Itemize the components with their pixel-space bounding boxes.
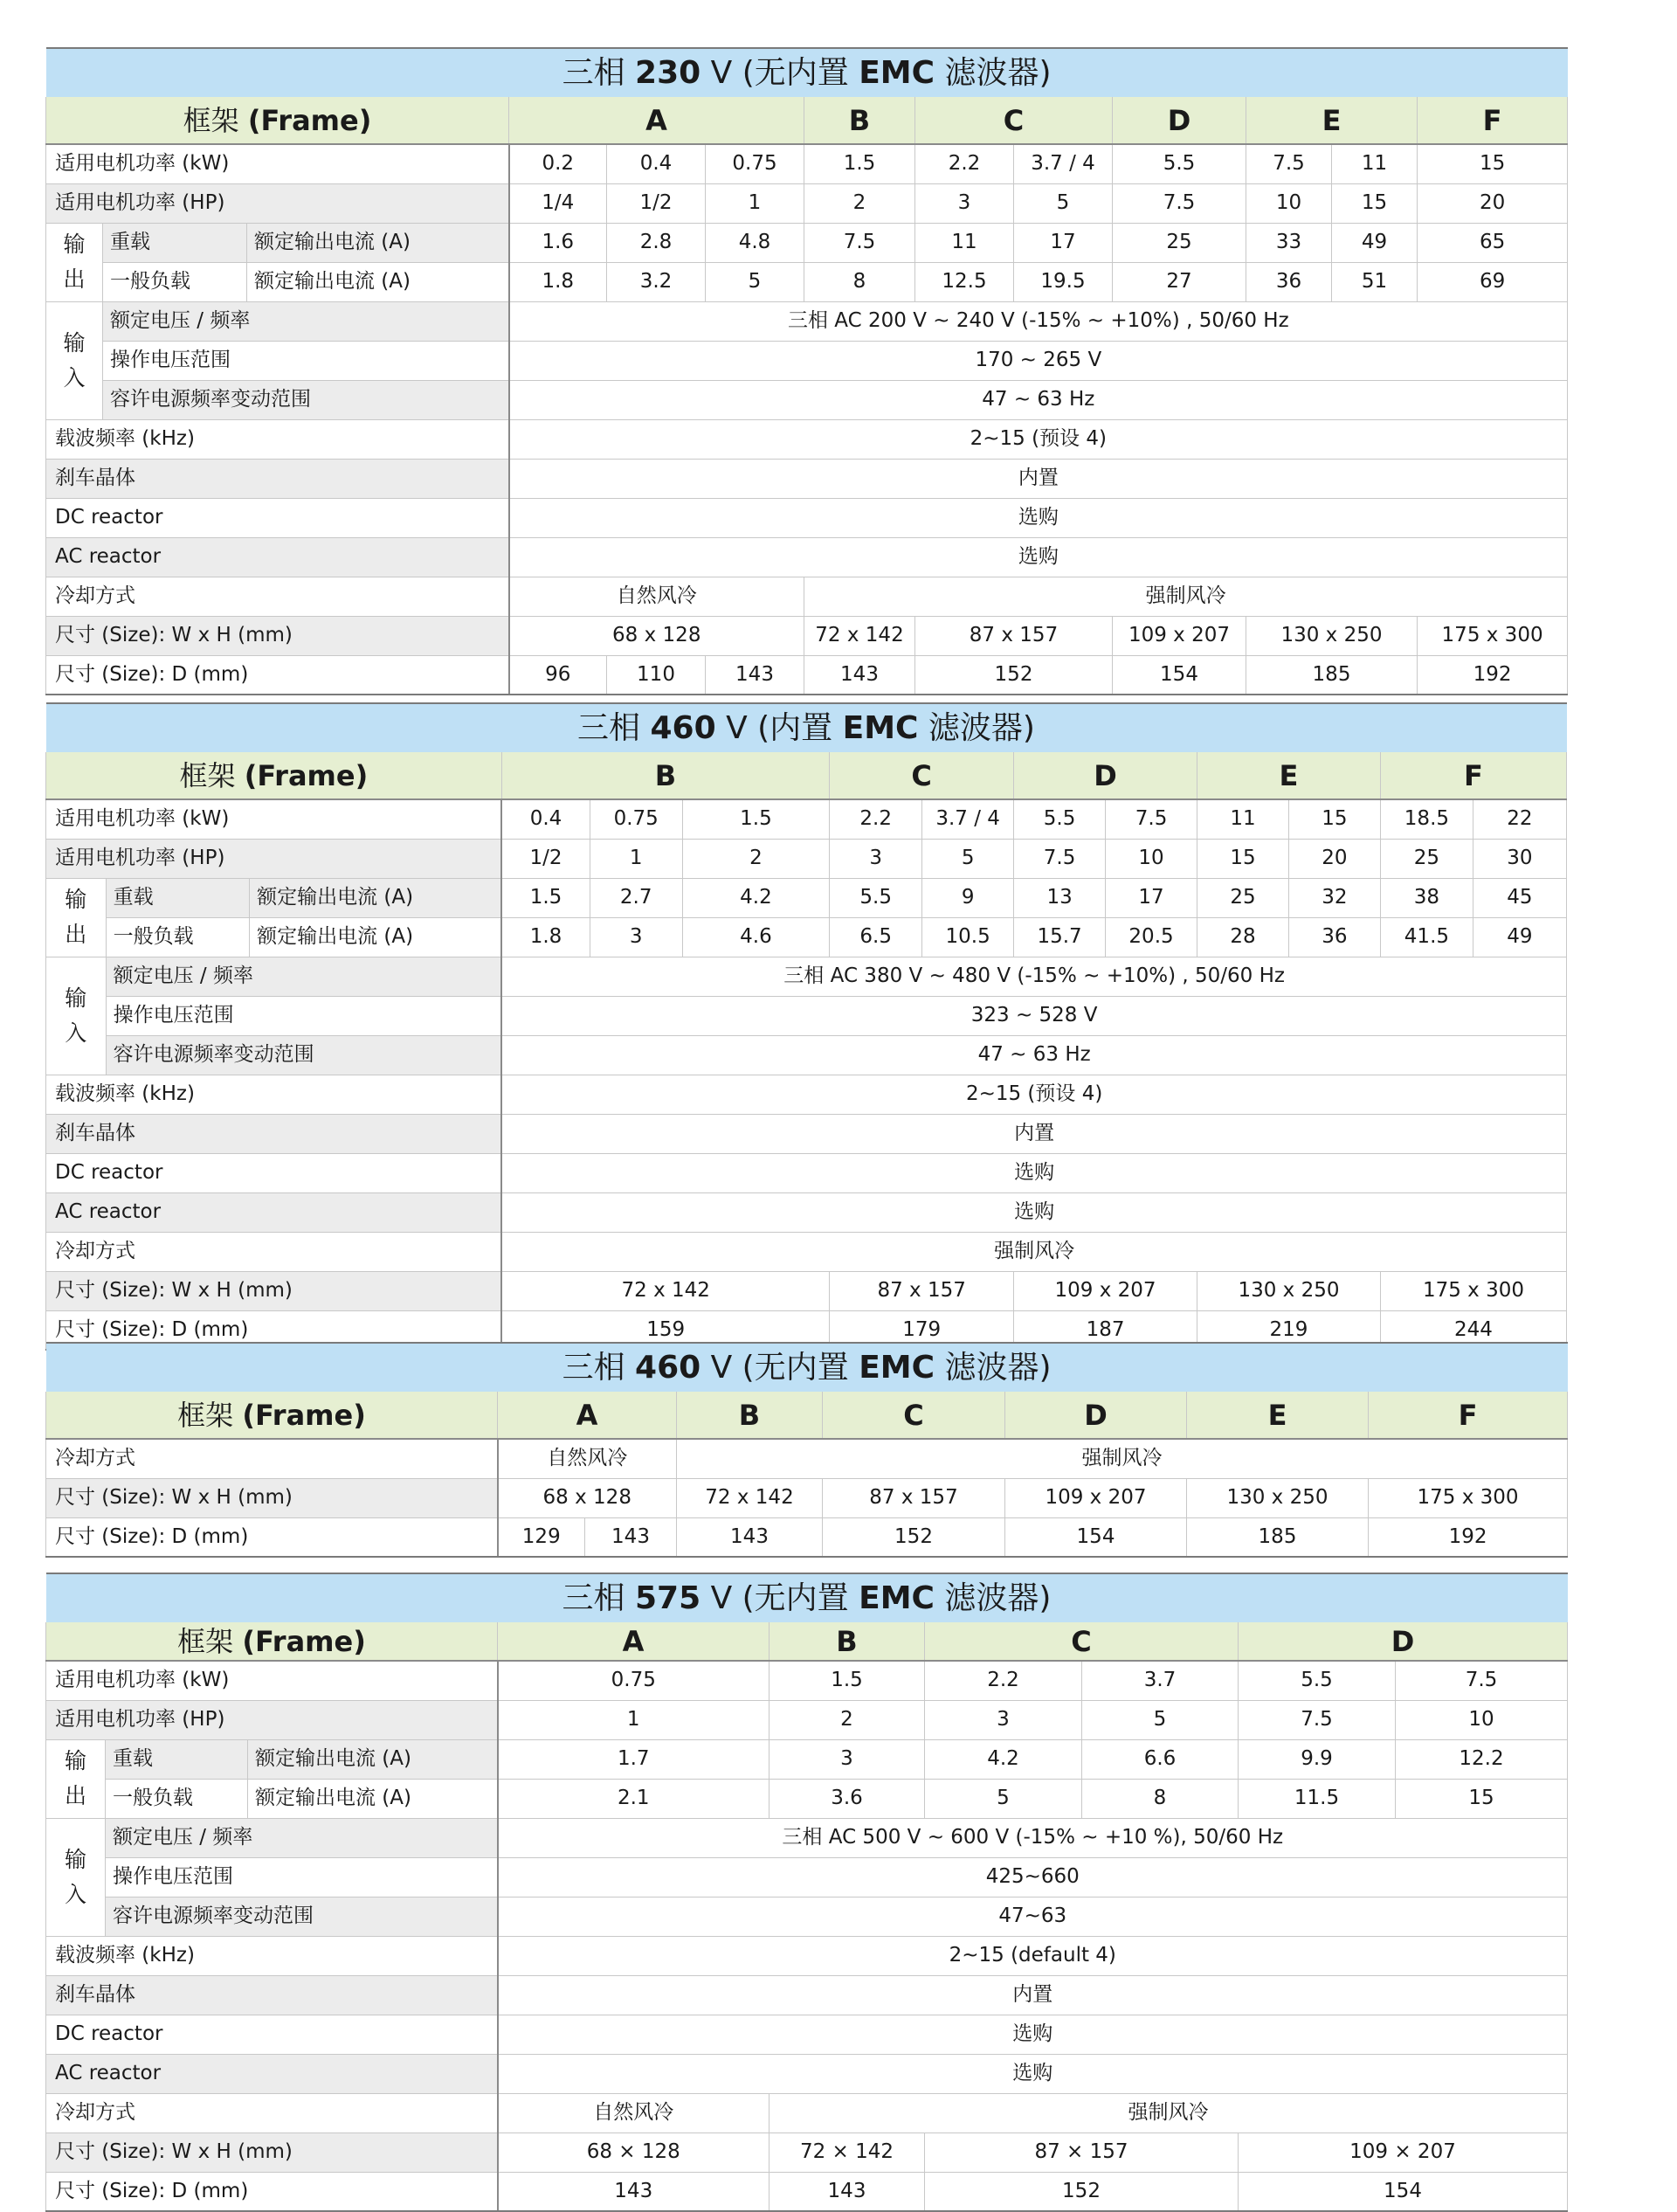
cell: 三相 AC 500 V ~ 600 V (-15% ~ +10 %), 50/60 Hz (498, 1818, 1568, 1857)
table-title: 三相 460 V (内置 EMC 滤波器) (46, 703, 1567, 752)
cell: 15 (1332, 183, 1418, 223)
cell: 28 (1197, 917, 1289, 957)
cell: 5 (925, 1779, 1082, 1818)
cell: 47 ~ 63 Hz (509, 380, 1568, 419)
cell: 49 (1473, 917, 1566, 957)
cell: 选购 (501, 1153, 1566, 1192)
row-label-op-voltage: 操作电压范围 (106, 1857, 498, 1897)
cell: 109 x 207 (1005, 1478, 1187, 1517)
row-label-depth: 尺寸 (Size): D (mm) (46, 1517, 498, 1557)
group-label-output: 输 出 (46, 878, 107, 957)
cell: 72 × 142 (769, 2133, 925, 2172)
cell: 三相 AC 200 V ~ 240 V (-15% ~ +10%) , 50/60 Hz (509, 301, 1568, 341)
table-title: 三相 575 V (无内置 EMC 滤波器) (46, 1573, 1568, 1622)
cell: 5.5 (830, 878, 922, 917)
frame-header: F (1369, 1392, 1568, 1439)
frame-header: B (501, 752, 829, 799)
cell: 7.5 (1113, 183, 1246, 223)
cell: 自然风冷 (498, 1439, 677, 1478)
cell: 3.2 (607, 262, 706, 301)
spec-table-575v (45, 1573, 1568, 2212)
cell: 129 (498, 1517, 585, 1557)
frame-label: 框架 (Frame) (46, 1622, 498, 1661)
cell: 192 (1418, 655, 1568, 695)
cell: 87 x 157 (915, 616, 1113, 655)
cell: 1.5 (769, 1661, 925, 1700)
frame-header: D (1014, 752, 1197, 799)
cell: 3 (915, 183, 1014, 223)
cell: 2 (769, 1700, 925, 1739)
row-label-rated-voltage: 额定电压 / 频率 (106, 1818, 498, 1857)
cell: 强制风冷 (677, 1439, 1568, 1478)
row-label-carrier: 载波频率 (kHz) (46, 1936, 498, 1975)
cell: 5 (1082, 1700, 1239, 1739)
row-label-freq-range: 容许电源频率变动范围 (106, 1897, 498, 1936)
cell: 1 (498, 1700, 769, 1739)
cell: 12.2 (1396, 1739, 1568, 1779)
cell: 4.2 (682, 878, 830, 917)
cell: 自然风冷 (498, 2093, 769, 2133)
frame-header: A (498, 1392, 677, 1439)
cell: 244 (1380, 1310, 1566, 1350)
cell: 3 (925, 1700, 1082, 1739)
row-label-size: 尺寸 (Size): W x H (mm) (46, 1271, 502, 1310)
cell: 自然风冷 (509, 577, 804, 616)
row-label-heavy: 重载 (106, 1739, 248, 1779)
cell: 154 (1113, 655, 1246, 695)
cell: 1/2 (607, 183, 706, 223)
cell: 20 (1418, 183, 1568, 223)
group-label-output: 输 出 (46, 1739, 106, 1818)
cell: 19.5 (1014, 262, 1113, 301)
cell: 185 (1246, 655, 1418, 695)
cell: 8 (1082, 1779, 1239, 1818)
cell: 72 x 142 (804, 616, 915, 655)
cell: 5.5 (1113, 144, 1246, 183)
cell: 143 (677, 1517, 823, 1557)
cell: 0.4 (607, 144, 706, 183)
cell: 36 (1246, 262, 1332, 301)
cell: 185 (1187, 1517, 1369, 1557)
frame-label: 框架 (Frame) (46, 1392, 498, 1439)
cell: 25 (1197, 878, 1289, 917)
cell: 7.5 (1014, 839, 1106, 878)
cell: 1.5 (804, 144, 915, 183)
cell: 3.6 (769, 1779, 925, 1818)
row-label-freq-range: 容许电源频率变动范围 (103, 380, 509, 419)
cell: 11 (1197, 799, 1289, 839)
frame-header: F (1418, 97, 1568, 144)
cell: 2~15 (default 4) (498, 1936, 1568, 1975)
cell: 109 x 207 (1113, 616, 1246, 655)
cell: 41.5 (1380, 917, 1473, 957)
cell: 7.5 (1396, 1661, 1568, 1700)
row-label-brake: 刹车晶体 (46, 459, 509, 498)
cell: 1.5 (501, 878, 590, 917)
cell: 13 (1014, 878, 1106, 917)
cell: 选购 (509, 537, 1568, 577)
cell: 2 (682, 839, 830, 878)
row-label-current: 额定输出电流 (A) (250, 878, 502, 917)
cell: 7.5 (804, 223, 915, 262)
row-label-rated-voltage: 额定电压 / 频率 (106, 957, 501, 996)
cell: 143 (706, 655, 804, 695)
cell: 4.6 (682, 917, 830, 957)
cell: 175 x 300 (1418, 616, 1568, 655)
cell: 8 (804, 262, 915, 301)
row-label-cooling: 冷却方式 (46, 2093, 498, 2133)
cell: 130 x 250 (1197, 1271, 1381, 1310)
cell: 1 (590, 839, 682, 878)
row-label-normal: 一般负载 (106, 1779, 248, 1818)
row-label-hp: 适用电机功率 (HP) (46, 839, 502, 878)
cell: 152 (823, 1517, 1005, 1557)
frame-header: B (769, 1622, 925, 1661)
cell: 6.5 (830, 917, 922, 957)
frame-header: D (1239, 1622, 1568, 1661)
frame-header: C (915, 97, 1113, 144)
group-label-output: 输 出 (46, 223, 103, 301)
cell: 10 (1396, 1700, 1568, 1739)
cell: 36 (1288, 917, 1380, 957)
cell: 170 ~ 265 V (509, 341, 1568, 380)
frame-header: E (1246, 97, 1418, 144)
cell: 33 (1246, 223, 1332, 262)
cell: 143 (585, 1517, 677, 1557)
cell: 175 x 300 (1380, 1271, 1566, 1310)
cell: 38 (1380, 878, 1473, 917)
row-label-freq-range: 容许电源频率变动范围 (106, 1035, 501, 1075)
cell: 159 (501, 1310, 829, 1350)
cell: 0.4 (501, 799, 590, 839)
spec-table-230v (45, 47, 1568, 695)
cell: 27 (1113, 262, 1246, 301)
cell: 5 (922, 839, 1014, 878)
cell: 130 x 250 (1246, 616, 1418, 655)
cell: 15 (1396, 1779, 1568, 1818)
cell: 69 (1418, 262, 1568, 301)
cell: 2.1 (498, 1779, 769, 1818)
cell: 143 (498, 2172, 769, 2211)
cell: 强制风冷 (501, 1232, 1566, 1271)
cell: 内置 (498, 1975, 1568, 2015)
cell: 9 (922, 878, 1014, 917)
cell: 1.7 (498, 1739, 769, 1779)
cell: 5.5 (1014, 799, 1106, 839)
cell: 1.8 (501, 917, 590, 957)
row-label-current: 额定输出电流 (A) (250, 917, 502, 957)
row-label-heavy: 重载 (103, 223, 247, 262)
cell: 1.8 (509, 262, 607, 301)
cell: 2 (804, 183, 915, 223)
cell: 72 x 142 (677, 1478, 823, 1517)
row-label-current: 额定输出电流 (A) (248, 1739, 498, 1779)
cell: 7.5 (1246, 144, 1332, 183)
row-label-kw: 适用电机功率 (kW) (46, 799, 502, 839)
cell: 3.7 / 4 (1014, 144, 1113, 183)
cell: 1.5 (682, 799, 830, 839)
cell: 20.5 (1106, 917, 1197, 957)
cell: 87 × 157 (925, 2133, 1239, 2172)
frame-label: 框架 (Frame) (46, 752, 502, 799)
row-label-size: 尺寸 (Size): W x H (mm) (46, 1478, 498, 1517)
row-label-depth: 尺寸 (Size): D (mm) (46, 1310, 502, 1350)
row-label-hp: 适用电机功率 (HP) (46, 1700, 498, 1739)
row-label-rated-voltage: 额定电压 / 频率 (103, 301, 509, 341)
cell: 152 (915, 655, 1113, 695)
cell: 10.5 (922, 917, 1014, 957)
cell: 1/2 (501, 839, 590, 878)
cell: 内置 (501, 1114, 1566, 1153)
row-label-kw: 适用电机功率 (kW) (46, 1661, 498, 1700)
cell: 323 ~ 528 V (501, 996, 1566, 1035)
cell: 25 (1113, 223, 1246, 262)
cell: 425~660 (498, 1857, 1568, 1897)
cell: 2~15 (预设 4) (509, 419, 1568, 459)
cell: 45 (1473, 878, 1566, 917)
cell: 154 (1005, 1517, 1187, 1557)
row-label-depth: 尺寸 (Size): D (mm) (46, 655, 509, 695)
cell: 30 (1473, 839, 1566, 878)
cell: 5 (1014, 183, 1113, 223)
cell: 11 (915, 223, 1014, 262)
cell: 12.5 (915, 262, 1014, 301)
cell: 96 (509, 655, 607, 695)
cell: 3 (769, 1739, 925, 1779)
frame-header: E (1197, 752, 1381, 799)
cell: 4.8 (706, 223, 804, 262)
cell: 187 (1014, 1310, 1197, 1350)
table-title: 三相 230 V (无内置 EMC 滤波器) (46, 48, 1568, 97)
group-label-input: 输 入 (46, 301, 103, 419)
row-label-cooling: 冷却方式 (46, 1232, 502, 1271)
cell: 87 x 157 (830, 1271, 1014, 1310)
cell: 选购 (509, 498, 1568, 537)
cell: 0.75 (706, 144, 804, 183)
cell: 15 (1418, 144, 1568, 183)
spec-table-460v-no-emc (45, 1342, 1568, 1558)
cell: 11 (1332, 144, 1418, 183)
frame-header: C (830, 752, 1014, 799)
row-label-ac: AC reactor (46, 537, 509, 577)
frame-header: A (498, 1622, 769, 1661)
row-label-normal: 一般负载 (106, 917, 250, 957)
cell: 3.7 / 4 (922, 799, 1014, 839)
cell: 65 (1418, 223, 1568, 262)
row-label-carrier: 载波频率 (kHz) (46, 1075, 502, 1114)
cell: 0.75 (498, 1661, 769, 1700)
frame-header: B (677, 1392, 823, 1439)
cell: 51 (1332, 262, 1418, 301)
cell: 1/4 (509, 183, 607, 223)
cell: 4.2 (925, 1739, 1082, 1779)
table-title: 三相 460 V (无内置 EMC 滤波器) (46, 1343, 1568, 1392)
cell: 10 (1246, 183, 1332, 223)
cell: 72 x 142 (501, 1271, 829, 1310)
cell: 3 (830, 839, 922, 878)
cell: 3 (590, 917, 682, 957)
cell: 15 (1288, 799, 1380, 839)
cell: 18.5 (1380, 799, 1473, 839)
row-label-dc: DC reactor (46, 2015, 498, 2054)
cell: 47~63 (498, 1897, 1568, 1936)
cell: 3.7 (1082, 1661, 1239, 1700)
frame-header: B (804, 97, 915, 144)
cell: 强制风冷 (804, 577, 1568, 616)
frame-header: A (509, 97, 804, 144)
cell: 47 ~ 63 Hz (501, 1035, 1566, 1075)
cell: 2.2 (915, 144, 1014, 183)
row-label-dc: DC reactor (46, 1153, 502, 1192)
frame-header: D (1005, 1392, 1187, 1439)
frame-header: F (1380, 752, 1566, 799)
cell: 15.7 (1014, 917, 1106, 957)
cell: 选购 (501, 1192, 1566, 1232)
cell: 三相 AC 380 V ~ 480 V (-15% ~ +10%) , 50/60 Hz (501, 957, 1566, 996)
cell: 17 (1014, 223, 1113, 262)
row-label-normal: 一般负载 (103, 262, 247, 301)
row-label-current: 额定输出电流 (A) (247, 262, 509, 301)
cell: 2.2 (830, 799, 922, 839)
row-label-hp: 适用电机功率 (HP) (46, 183, 509, 223)
group-label-input: 输 入 (46, 1818, 106, 1936)
row-label-ac: AC reactor (46, 2054, 498, 2093)
cell: 选购 (498, 2054, 1568, 2093)
row-label-current: 额定输出电流 (A) (247, 223, 509, 262)
cell: 0.2 (509, 144, 607, 183)
row-label-cooling: 冷却方式 (46, 577, 509, 616)
cell: 6.6 (1082, 1739, 1239, 1779)
cell: 17 (1106, 878, 1197, 917)
cell: 49 (1332, 223, 1418, 262)
cell: 1 (706, 183, 804, 223)
cell: 7.5 (1106, 799, 1197, 839)
cell: 20 (1288, 839, 1380, 878)
cell: 22 (1473, 799, 1566, 839)
cell: 5 (706, 262, 804, 301)
cell: 192 (1369, 1517, 1568, 1557)
cell: 内置 (509, 459, 1568, 498)
row-label-cooling: 冷却方式 (46, 1439, 498, 1478)
cell: 109 × 207 (1239, 2133, 1568, 2172)
cell: 179 (830, 1310, 1014, 1350)
cell: 68 x 128 (498, 1478, 677, 1517)
row-label-heavy: 重载 (106, 878, 250, 917)
cell: 2.8 (607, 223, 706, 262)
cell: 10 (1106, 839, 1197, 878)
row-label-current: 额定输出电流 (A) (248, 1779, 498, 1818)
row-label-depth: 尺寸 (Size): D (mm) (46, 2172, 498, 2211)
cell: 143 (769, 2172, 925, 2211)
cell: 9.9 (1239, 1739, 1396, 1779)
cell: 5.5 (1239, 1661, 1396, 1700)
cell: 7.5 (1239, 1700, 1396, 1739)
cell: 2.7 (590, 878, 682, 917)
cell: 25 (1380, 839, 1473, 878)
cell: 68 × 128 (498, 2133, 769, 2172)
cell: 强制风冷 (769, 2093, 1568, 2133)
frame-header: E (1187, 1392, 1369, 1439)
row-label-brake: 刹车晶体 (46, 1975, 498, 2015)
spec-table-460v-emc (45, 702, 1567, 1351)
row-label-size: 尺寸 (Size): W x H (mm) (46, 616, 509, 655)
row-label-dc: DC reactor (46, 498, 509, 537)
frame-header: D (1113, 97, 1246, 144)
cell: 143 (804, 655, 915, 695)
cell: 32 (1288, 878, 1380, 917)
cell: 130 x 250 (1187, 1478, 1369, 1517)
row-label-kw: 适用电机功率 (kW) (46, 144, 509, 183)
cell: 2~15 (预设 4) (501, 1075, 1566, 1114)
row-label-op-voltage: 操作电压范围 (103, 341, 509, 380)
cell: 152 (925, 2172, 1239, 2211)
group-label-input: 输 入 (46, 957, 107, 1075)
frame-label: 框架 (Frame) (46, 97, 509, 144)
row-label-op-voltage: 操作电压范围 (106, 996, 501, 1035)
cell: 15 (1197, 839, 1289, 878)
frame-header: C (823, 1392, 1005, 1439)
cell: 175 x 300 (1369, 1478, 1568, 1517)
cell: 1.6 (509, 223, 607, 262)
cell: 154 (1239, 2172, 1568, 2211)
cell: 2.2 (925, 1661, 1082, 1700)
row-label-size: 尺寸 (Size): W x H (mm) (46, 2133, 498, 2172)
cell: 选购 (498, 2015, 1568, 2054)
cell: 110 (607, 655, 706, 695)
cell: 0.75 (590, 799, 682, 839)
row-label-carrier: 载波频率 (kHz) (46, 419, 509, 459)
cell: 68 x 128 (509, 616, 804, 655)
cell: 87 x 157 (823, 1478, 1005, 1517)
cell: 11.5 (1239, 1779, 1396, 1818)
row-label-ac: AC reactor (46, 1192, 502, 1232)
cell: 219 (1197, 1310, 1381, 1350)
row-label-brake: 刹车晶体 (46, 1114, 502, 1153)
frame-header: C (925, 1622, 1239, 1661)
cell: 109 x 207 (1014, 1271, 1197, 1310)
